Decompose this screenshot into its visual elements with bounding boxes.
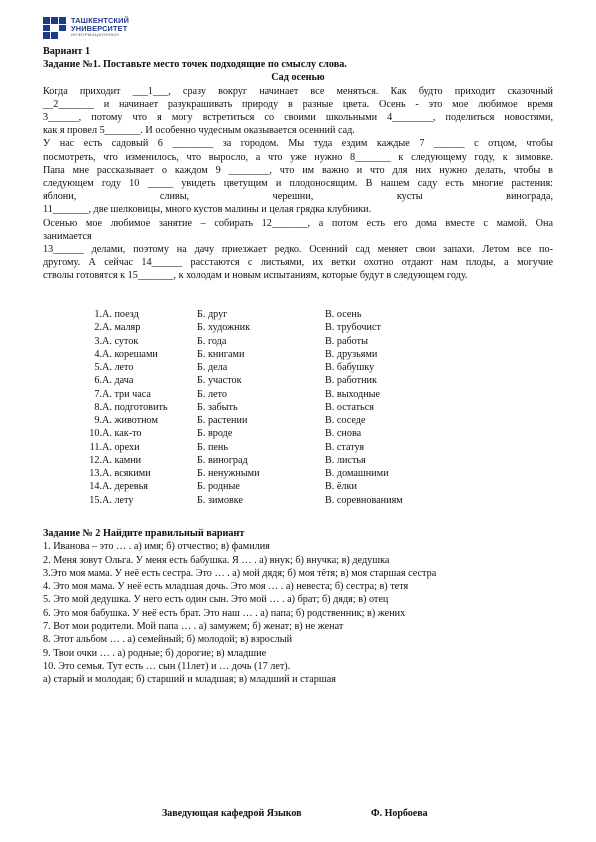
option-b: Б. дела [197, 362, 228, 373]
option-row [65, 428, 403, 441]
question-line: 4. Это моя мама. У неё есть младшая дочь. Это моя … . а) невеста; б) сестра; в) тетя [43, 581, 409, 593]
option-c: В. бабушку [325, 362, 375, 373]
option-a: А. дача [102, 375, 134, 387]
question-line: 2. Меня зовут Ольга. У меня есть бабушка. Я … . а) внук; б) внучка; в) дедушка [43, 554, 390, 566]
question-line: 3.Это моя мама. У неё есть сестра. Это … . а) мой дядя; б) моя тётя; в) моя старшая сестра [43, 567, 437, 579]
question-line: 9. Твои очки … . а) родные; б) дорогие; в) младшие [43, 647, 267, 659]
option-b: Б. художник [197, 322, 251, 334]
option-b: Б. участок [197, 375, 242, 387]
task1-title: Задание №1. Поставьте место точек подходящие по смыслу слова. [43, 59, 347, 71]
option-b: Б. родные [197, 481, 240, 493]
option-c: В. статуя [325, 441, 365, 453]
text-line: Осенью мое любимое занятие – собирать 12_______, а потом есть его дома вместе с мамой. Она [43, 217, 553, 229]
option-number: 4. [94, 348, 102, 360]
text-line: стволы готовятся к 15_______, к холодам и новым испытаниям, которые будут в следующем году. [43, 270, 468, 282]
option-a: А. животном [102, 415, 158, 426]
logo-text: ТАШКЕНТСКИЙ УНИВЕРСИТЕТ ИНФОРМАЦИОННЫХ [71, 16, 130, 38]
option-c: В. остаться [325, 401, 374, 413]
option-b: Б. друг [197, 309, 228, 320]
question-line: 6. Это моя бабушка. У неё есть брат. Это наш … . а) папа; б) родственник; в) жених [43, 607, 406, 619]
option-a: А. всякими [102, 468, 151, 479]
option-b: Б. лето [197, 388, 227, 400]
text-line: 3______, потому что я могу встретиться со своими школьными 4________, поделиться новостями, [43, 112, 553, 124]
option-a: А. камни [102, 454, 142, 466]
option-row [65, 455, 403, 468]
option-row [65, 322, 403, 335]
option-row [65, 402, 403, 415]
option-c: В. домашними [325, 468, 389, 479]
text-line: яблони, сливы, черешни, кусты винограда, [43, 191, 553, 203]
option-a: А. деревья [102, 481, 148, 493]
option-c: В. листья [325, 454, 366, 466]
text-line: как я провел 5_______. И особенно чудесным оказывается осенний сад. [43, 125, 355, 137]
option-number: 1. [94, 309, 102, 320]
option-c: В. соседе [325, 415, 366, 426]
option-number: 10. [89, 428, 102, 440]
option-b: Б. книгами [197, 348, 245, 360]
text-line: Папа мне рассказывает о каждом 9 ________, что им важно и что для них нужно делать, чтобы в [43, 164, 553, 176]
option-a: А. поезд [102, 309, 139, 320]
option-a: А. корешами [102, 348, 158, 360]
text-line: У нас есть садовый 6 ________ за городом. Мы туда ездим каждые 7 ______ с отцом, чтобы [43, 138, 553, 150]
variant-heading: Вариант 1 [43, 46, 91, 57]
text-line: занимается [43, 230, 92, 242]
option-a: А. три часа [102, 388, 151, 400]
option-row [65, 349, 403, 362]
option-a: А. орехи [102, 441, 140, 453]
option-c: В. выходные [325, 388, 381, 400]
option-c: В. трубочист [325, 322, 381, 334]
option-c: В. осень [325, 309, 362, 320]
option-c: В. работник [325, 375, 377, 387]
footer-position: Заведующая кафедрой Языков [162, 808, 302, 819]
option-row [65, 481, 403, 494]
option-b: Б. зимовке [197, 494, 243, 506]
option-number: 8. [94, 401, 102, 413]
footer-signature-name: Ф. Норбоева [371, 808, 428, 819]
option-row [65, 375, 403, 388]
option-row [65, 362, 403, 375]
option-a: А. подготовить [102, 401, 168, 413]
question-line: 7. Вот мои родители. Мой папа … . а) замужем; б) женат; в) не женат [43, 621, 344, 633]
option-number: 15. [89, 494, 102, 506]
option-row [65, 442, 403, 455]
option-number: 6. [94, 375, 102, 387]
text-line: __2_______ и начинает разукрашивать природу в разные цвета. Осень - это мое любимое время [43, 98, 553, 110]
university-logo [43, 17, 129, 39]
option-c: В. друзьями [325, 348, 378, 360]
text-title: Сад осенью [271, 72, 325, 84]
option-a: А. суток [102, 335, 139, 347]
option-number: 7. [94, 388, 102, 400]
option-row [65, 468, 403, 481]
text-line: 11_______, две шелковицы, много кустов малины и целая грядка клубники. [43, 204, 372, 216]
option-b: Б. забыть [197, 401, 238, 413]
text-line: другому. А сейчас 14______ расстаются с листьями, их ветки охотно отдают нам плоды, а могучие [43, 257, 553, 269]
option-row [65, 309, 403, 322]
option-number: 5. [94, 362, 102, 373]
option-number: 14. [89, 481, 102, 493]
option-c: В. работы [325, 335, 368, 347]
option-row [65, 495, 403, 508]
task2-section [43, 527, 553, 687]
options-table [65, 309, 403, 508]
question-line: 10. Это семья. Тут есть … сын (11лет) и … дочь (17 лет). [43, 660, 291, 672]
option-a: А. лету [102, 494, 134, 506]
option-number: 13. [89, 468, 102, 479]
question-line: 5. Это мой дедушка. У него есть один сын. Это мой … . а) брат; б) дядя; в) отец [43, 594, 389, 606]
option-b: Б. года [197, 335, 227, 347]
option-number: 3. [94, 335, 102, 347]
option-c: В. ёлки [325, 481, 357, 493]
text-line: 13______ делами, поэтому на дачу приезжает редко. Осенний сад меняет свои запахи. Летом все по- [43, 244, 553, 256]
option-a: А. лето [102, 362, 134, 373]
option-b: Б. пень [197, 441, 229, 453]
task1-section [43, 45, 553, 283]
option-b: Б. растении [197, 415, 248, 426]
option-c: В. снова [325, 428, 362, 440]
text-line: посмотреть, что изменилось, что выросло, а что уже нужно 8_______ к следующему году, к зимовке. [43, 151, 553, 163]
task2-title: Задание № 2 Найдите правильный вариант [43, 528, 245, 539]
option-number: 9. [94, 415, 102, 426]
option-a: А. как-то [102, 428, 142, 440]
text-line: Когда приходит ___1___, сразу вокруг начинает все меняться. Как будто приходит сказочный [43, 85, 553, 97]
logo-mark-icon [43, 17, 67, 39]
option-row [65, 336, 403, 349]
option-b: Б. виноград [197, 454, 248, 466]
option-row [65, 389, 403, 402]
option-number: 12. [89, 454, 102, 466]
option-b: Б. ненужными [197, 468, 260, 479]
option-row [65, 415, 403, 428]
question-line: 1. Иванова – это … . а) имя; б) отчество; в) фамилия [43, 541, 270, 553]
option-b: Б. вроде [197, 428, 233, 440]
question-line: а) старый и молодая; б) старший и младшая; в) младший и старшая [43, 674, 336, 686]
question-line: 8. Этот альбом … . а) семейный; б) молодой; в) взрослый [43, 634, 293, 646]
text-line: следующем году 10 _____ увидеть цветущим и плодоносящим. В нашем саду есть многие растения: [43, 178, 553, 190]
option-number: 11. [89, 441, 102, 453]
option-c: В. соревнованиям [325, 494, 403, 506]
option-number: 2. [94, 322, 102, 334]
option-a: А. маляр [102, 322, 141, 334]
